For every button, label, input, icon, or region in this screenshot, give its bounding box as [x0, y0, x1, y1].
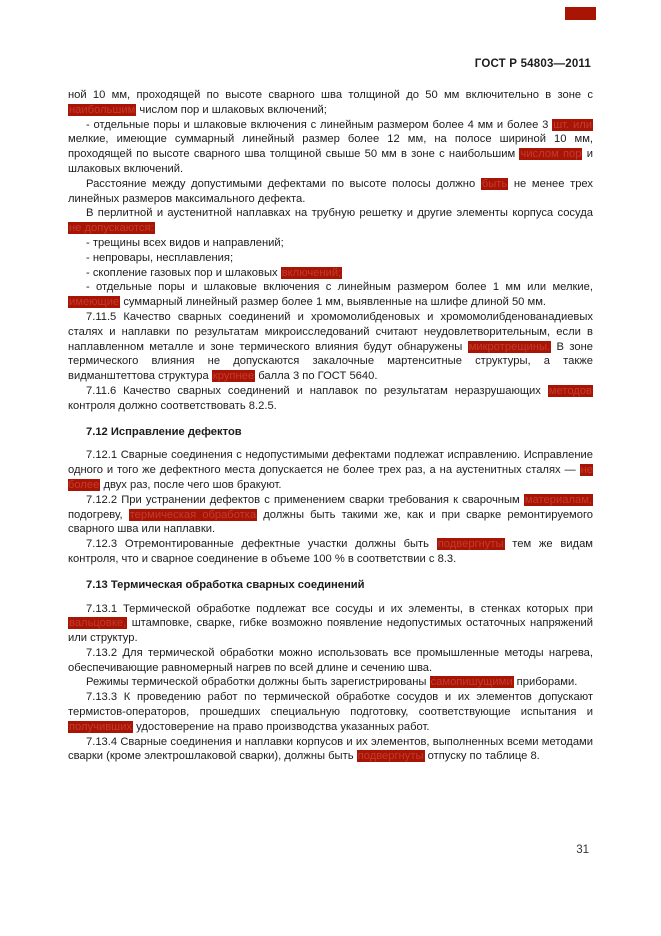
page-number: 31	[576, 844, 589, 856]
text-run: В перлитной и аустенитной наплавках на трубную решетку и другие элементы корпуса сосуда	[86, 207, 593, 220]
text-run: должны быть такими же, как и при сварке ремонтируемого сварного шва или наплавки.	[68, 508, 594, 536]
text-run: удостоверение на право производства указанных работ.	[133, 720, 430, 733]
highlighted-text: подвергнуты	[437, 538, 504, 551]
text-run: - непровары, несплавления;	[86, 251, 234, 264]
text-run: 7.11.6 Качество сварных соединений и наплавок по результатам неразрушающих	[86, 384, 548, 397]
text-run: 7.13.3 К проведению работ по термической обработке сосудов и их элементов допускают термистов-операторов, прошедших специальную подготовку, соответствующие испытания и	[68, 691, 593, 719]
highlighted-text: не допускаются:	[69, 222, 154, 235]
paragraph	[68, 177, 593, 207]
paragraph	[68, 537, 593, 567]
text-run: 7.13.4 Сварные соединения и наплавки корпусов и их элементов, выполненных всеми методами сварки (кроме электрошлаковой сварки), должны быть	[68, 735, 593, 763]
paragraph	[68, 448, 593, 492]
document-header: ГОСТ Р 54803—2011	[474, 58, 591, 70]
text-run: 7.11.5 Качество сварных соединений и хромомолибденовых и хромомолибденованадиевых сталях и наплавки по результатам микроисследований считают неудовлетворительным, если в наплавленном металле и зоне термического влияния будут обнаружены	[68, 310, 593, 353]
highlighted-text: микротрещины.	[468, 340, 551, 353]
text-run: - отдельные поры и шлаковые включения с линейным размером более 4 мм и более 3	[86, 118, 553, 131]
text-run: штамповке, сварке, гибке возможно появление недопустимых остаточных напряжений или структур.	[68, 617, 593, 645]
red-annotation-mark	[565, 7, 596, 20]
text-run: подогреву,	[68, 508, 129, 521]
text-run: Режимы термической обработки должны быть зарегистрированы	[86, 676, 430, 689]
paragraph	[68, 646, 593, 676]
highlighted-text: шт. или	[553, 118, 592, 131]
text-run: тем же видам контроля, что и сварное соединение в объеме 100 % в соответствии с 8.3.	[68, 538, 593, 565]
highlighted-text: методов	[548, 384, 592, 397]
highlighted-text: быть	[481, 177, 508, 190]
text-run: 7.12.1 Сварные соединения с недопустимыми дефектами подлежат исправлению. Исправление одного и того же дефектного места допускается не более трех раз, а на аустенитных сталях —	[68, 449, 593, 477]
paragraph	[68, 206, 593, 236]
paragraph	[68, 384, 593, 414]
text-run: - отдельные поры и шлаковые включения с линейным размером более 1 мм или мелкие,	[86, 281, 593, 294]
highlighted-text: получивших	[69, 720, 132, 733]
paragraph	[68, 236, 593, 251]
paragraph	[68, 675, 593, 690]
paragraph	[68, 310, 593, 384]
text-run: мелкие, имеющие суммарный линейный размер более 12 мм, на полосе шириной 10 мм, проходящей по высоте сварного шва толщиной свыше 50 мм в зоне с наибольшим	[68, 133, 593, 161]
paragraph	[68, 280, 593, 310]
text-run: и шлаковых включений.	[68, 148, 593, 175]
section-heading	[68, 425, 593, 440]
text-run: контроля должно соответствовать 8.2.5.	[68, 399, 277, 412]
text-run: ной 10 мм, проходящей по высоте сварного шва толщиной до 50 мм включительно в зоне с	[68, 89, 593, 101]
text-run: приборами.	[513, 676, 578, 689]
text-run: балла 3 по ГОСТ 5640.	[255, 370, 378, 383]
highlighted-text: вальцовке,	[69, 617, 127, 630]
text-run: отпуску по таблице 8.	[424, 750, 540, 763]
paragraph	[68, 602, 593, 646]
text-run: Расстояние между допустимыми дефектами по высоте полосы должно	[86, 177, 481, 190]
text-run: 7.12 Исправление дефектов	[86, 425, 242, 438]
text-run: В зоне термического влияния не допускаются закалочные мартенситные структуры, а также видманштеттова структура	[68, 340, 593, 383]
text-run: 7.13.1 Термической обработке подлежат все сосуды и их элементы, в стенках которых при	[86, 602, 593, 615]
highlighted-text: материалам,	[524, 493, 592, 506]
section-heading	[68, 578, 593, 593]
text-run: двух раз, после чего шов бракуют.	[100, 478, 282, 491]
text-run: - трещины всех видов и направлений;	[86, 236, 284, 249]
paragraph	[68, 493, 593, 537]
text-run: 7.13 Термическая обработка сварных соединений	[86, 578, 365, 591]
highlighted-text: числом пор	[520, 148, 582, 161]
highlighted-text: самопишущими	[430, 676, 513, 689]
highlighted-text: не более	[68, 464, 593, 491]
highlighted-text: подвергнуты	[357, 750, 424, 763]
content-area	[68, 88, 593, 764]
paragraph	[68, 735, 593, 765]
paragraph	[68, 88, 593, 118]
highlighted-text: имеющие	[69, 296, 120, 309]
highlighted-text: наибольшим	[69, 103, 136, 116]
paragraph	[68, 266, 593, 281]
highlighted-text: крупнее	[212, 370, 255, 383]
highlighted-text: включений;	[281, 266, 342, 279]
text-run: суммарный линейный размер более 1 мм, выявленные на шлифе длиной 50 мм.	[120, 296, 547, 309]
paragraph	[68, 251, 593, 266]
text-run: 7.12.2 При устранении дефектов с применением сварки требования к сварочным	[86, 493, 524, 506]
text-run: 7.13.2 Для термической обработки можно использовать все промышленные методы нагрева, обеспечивающие равномерный нагрев по всей длине и сечению шва.	[68, 646, 593, 674]
text-run: 7.12.3 Отремонтированные дефектные участки должны быть	[86, 538, 437, 551]
highlighted-text: термическая обработка	[129, 508, 257, 521]
text-run: - скопление газовых пор и шлаковых	[86, 266, 281, 279]
text-run: не менее трех линейных размеров максимального дефекта.	[68, 177, 593, 205]
paragraph	[68, 118, 593, 177]
paragraph	[68, 690, 593, 734]
text-run: числом пор и шлаковых включений;	[136, 103, 327, 116]
